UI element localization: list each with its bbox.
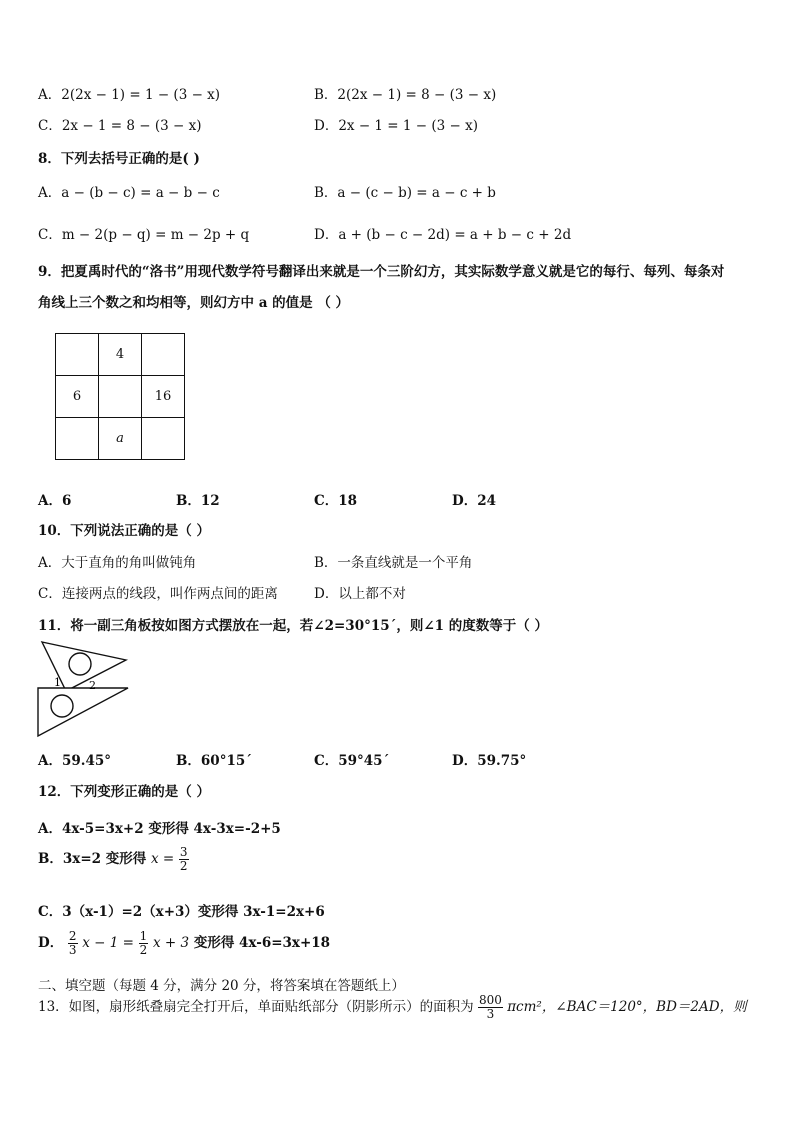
q8-option-a: A．a − (b − c) = a − b − c	[38, 185, 220, 201]
q12-option-d-label: D．	[38, 935, 64, 952]
magic-square-cell: 16	[142, 376, 185, 418]
q9-stem-line2: 角线上三个数之和均相等，则幻方中 a 的值是 （ ）	[38, 295, 350, 311]
angle-1-label: 1	[54, 676, 61, 689]
q7-option-c: C．2x − 1 = 8 − (3 − x)	[38, 118, 202, 134]
q11-option-c: C．59°45´	[314, 753, 390, 769]
q12-option-b-text: B．3x=2 变形得	[38, 851, 151, 868]
q13-stem	[38, 994, 747, 1021]
fraction-3-over-2	[179, 846, 189, 873]
q8-option-d: D．a + (b − c − 2d) = a + b − c + 2d	[314, 227, 572, 243]
magic-square-cell	[99, 376, 142, 418]
section-2-heading: 二、填空题（每题 4 分，满分 20 分，将答案填在答题纸上）	[38, 978, 405, 994]
q9-option-b: B．12	[176, 493, 220, 509]
q11-option-b: B．60°15´	[176, 753, 252, 769]
magic-square-cell	[142, 418, 185, 460]
magic-square-cell	[142, 334, 185, 376]
lower-triangle-ruler	[38, 688, 128, 736]
q12-stem: 12．下列变形正确的是（ ）	[38, 784, 210, 800]
q13-stem-text: 13．如图，扇形纸叠扇完全打开后，单面贴纸部分（阴影所示）的面积为	[38, 999, 474, 1016]
q9-option-a: A．6	[38, 493, 72, 509]
q12-option-c: C．3（x-1）=2（x+3）变形得 3x-1=2x+6	[38, 904, 325, 920]
fraction-denominator: 3	[486, 1007, 495, 1022]
magic-square-cell: a	[99, 418, 142, 460]
q10-option-d: D．以上都不对	[314, 586, 406, 602]
fraction-numerator: 3	[179, 845, 188, 859]
fraction-numerator: 800	[478, 993, 502, 1007]
magic-square-cell	[56, 334, 99, 376]
lower-ruler-hole	[51, 695, 73, 717]
q12-option-b-var: x =	[150, 851, 175, 868]
magic-square	[55, 333, 185, 460]
q12-option-a: A．4x-5=3x+2 变形得 4x-3x=-2+5	[38, 821, 281, 837]
q10-stem: 10．下列说法正确的是（ ）	[38, 523, 210, 539]
q12-option-d	[38, 930, 330, 957]
fraction-800-over-3	[478, 994, 503, 1021]
fraction-numerator: 2	[68, 929, 77, 943]
q8-stem: 8．下列去括号正确的是( )	[38, 151, 200, 167]
q13-stem-tail: πcm²，∠BAC＝120°，BD＝2AD，则	[507, 999, 747, 1016]
upper-ruler-hole	[69, 653, 91, 675]
q7-option-a: A．2(2x − 1) = 1 − (3 − x)	[38, 87, 221, 103]
fraction-denominator: 2	[179, 859, 188, 874]
q9-option-c: C．18	[314, 493, 358, 509]
q10-option-b: B．一条直线就是一个平角	[314, 555, 473, 571]
fraction-denominator: 2	[139, 943, 148, 958]
q11-option-d: D．59.75°	[452, 753, 527, 769]
q8-option-c: C．m − 2(p − q) = m − 2p + q	[38, 227, 250, 243]
q12-option-d-mid: x − 1 =	[82, 935, 134, 952]
q9-stem-line1: 9．把夏禹时代的“洛书”用现代数学符号翻译出来就是一个三阶幻方，其实际数学意义就是它的每行、每列、每条对	[38, 264, 725, 280]
q7-option-d: D．2x − 1 = 1 − (3 − x)	[314, 118, 479, 134]
q8-option-b: B．a − (c − b) = a − c + b	[314, 185, 496, 201]
fraction-numerator: 1	[139, 929, 148, 943]
angle-2-label: 2	[89, 679, 96, 692]
magic-square-cell	[56, 418, 99, 460]
q9-option-d: D．24	[452, 493, 496, 509]
q12-option-d-post: x + 3	[153, 935, 190, 952]
q10-option-c: C．连接两点的线段，叫作两点间的距离	[38, 586, 278, 602]
magic-square-cell: 6	[56, 376, 99, 418]
q10-option-a: A．大于直角的角叫做钝角	[38, 555, 197, 571]
fraction-1-over-2	[139, 930, 149, 957]
q12-option-d-tail: 变形得 4x-6=3x+18	[193, 935, 331, 952]
fraction-denominator: 3	[68, 943, 77, 958]
q11-option-a: A．59.45°	[38, 753, 111, 769]
q7-option-b: B．2(2x − 1) = 8 − (3 − x)	[314, 87, 497, 103]
fraction-2-over-3	[68, 930, 78, 957]
q12-option-b	[38, 846, 189, 873]
q11-stem: 11．将一副三角板按如图方式摆放在一起，若∠2=30°15´，则∠1 的度数等于（ ）	[38, 618, 548, 634]
magic-square-cell: 4	[99, 334, 142, 376]
triangle-rulers-figure	[36, 638, 132, 742]
